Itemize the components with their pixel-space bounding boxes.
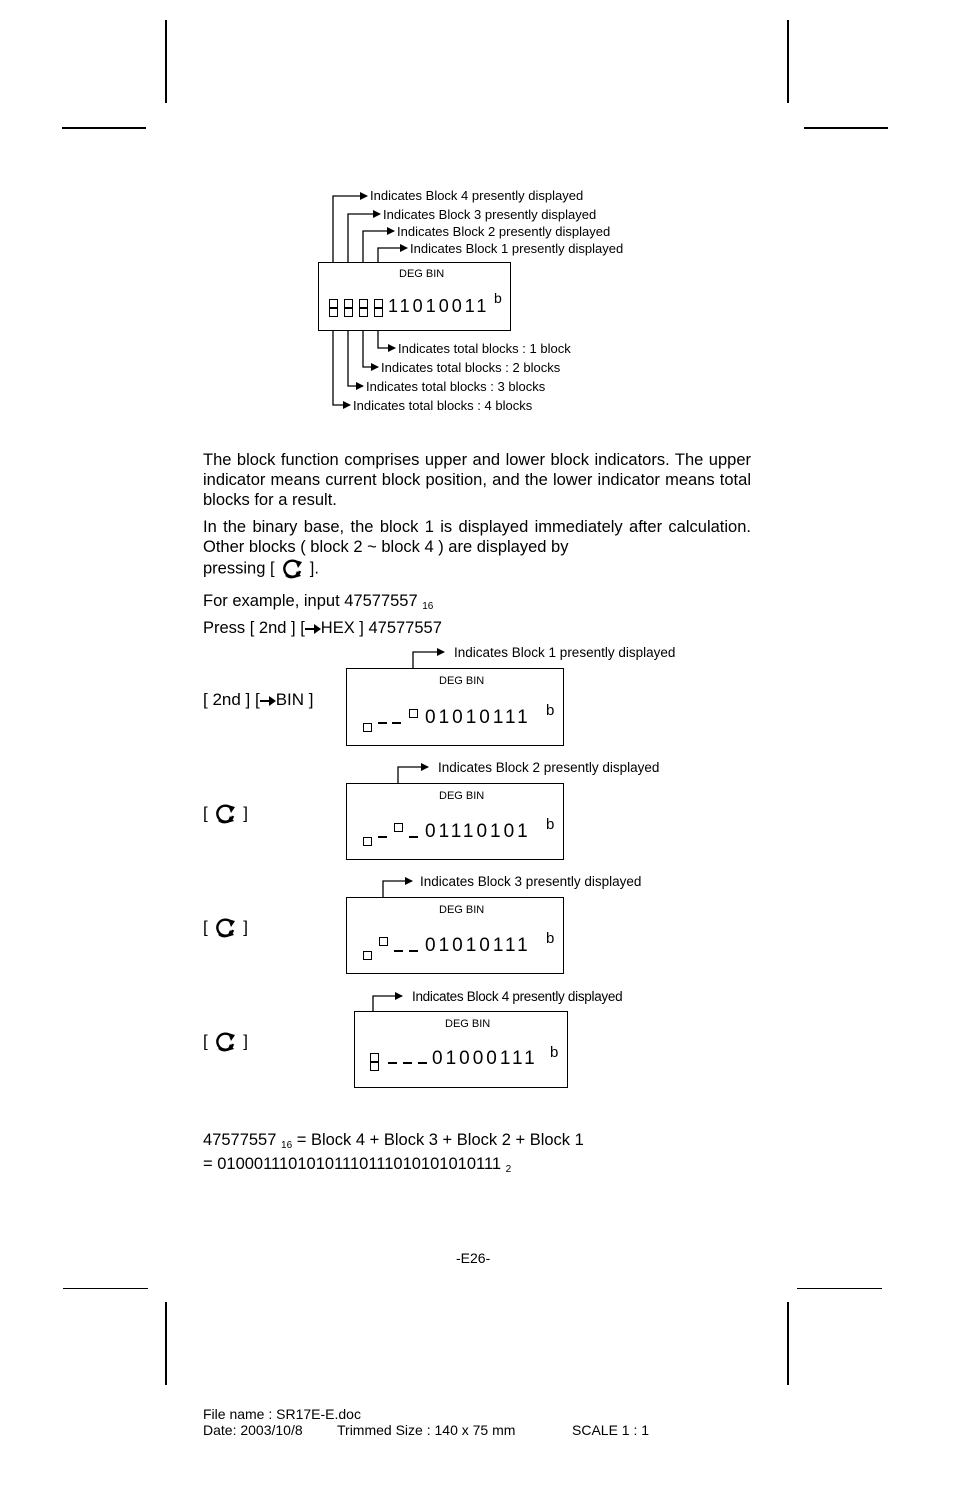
block-dash <box>403 1062 412 1064</box>
key-text-bin: BIN ] <box>275 690 314 709</box>
lcd-indicator: DEG BIN <box>445 1018 491 1030</box>
lcd-display-step-2 <box>346 783 564 860</box>
lower-block-indicator <box>363 837 372 846</box>
lcd-digits: 01000111 <box>432 1048 538 1069</box>
summary-subscript: 16 <box>281 1140 293 1151</box>
press-text-hex: HEX ] 47577557 <box>320 619 442 637</box>
upper-block-indicator <box>394 823 403 832</box>
footer-scale: SCALE 1 : 1 <box>572 1422 650 1438</box>
lower-label-3-blocks: Indicates total blocks : 3 blocks <box>366 379 546 394</box>
summary-line-1 <box>203 1131 584 1151</box>
pressing-text-end: ]. <box>309 559 319 578</box>
step-label: Indicates Block 1 presently displayed <box>454 645 676 660</box>
lower-block-indicator <box>370 1062 379 1071</box>
summary-line-2 <box>203 1155 511 1175</box>
lcd-display-step-3 <box>346 897 564 974</box>
key-sequence <box>203 690 314 710</box>
summary-equation: = Block 4 + Block 3 + Block 2 + Block 1 <box>296 1131 584 1149</box>
summary-binary-subscript: 2 <box>505 1164 512 1175</box>
step-label: Indicates Block 3 presently displayed <box>420 874 642 889</box>
pressing-text: pressing [ <box>203 559 275 578</box>
lcd-digits: 01010111 <box>425 707 531 728</box>
summary-number: 47577557 <box>203 1131 277 1149</box>
key-sequence <box>203 1031 248 1053</box>
upper-label-block-4: Indicates Block 4 presently displayed <box>370 188 584 203</box>
block-dash <box>378 836 387 838</box>
block-dash <box>378 722 387 724</box>
lower-label-4-blocks: Indicates total blocks : 4 blocks <box>353 398 533 413</box>
lcd-digits: 01010111 <box>425 935 531 956</box>
lcd-display-step-1 <box>346 668 564 746</box>
upper-block-indicator <box>409 709 418 718</box>
block-dash <box>409 836 418 838</box>
lower-block-indicator <box>363 723 372 732</box>
cycle-icon <box>212 1031 238 1053</box>
lcd-base-indicator: b <box>546 930 555 947</box>
page-number: -E26- <box>456 1250 491 1266</box>
lcd-base-indicator: b <box>546 702 555 719</box>
lcd-indicator: DEG BIN <box>439 790 485 802</box>
upper-block-indicator <box>370 1053 379 1062</box>
block-dash <box>418 1062 427 1064</box>
lcd-base-indicator: b <box>494 290 502 306</box>
upper-label-block-3: Indicates Block 3 presently displayed <box>383 207 597 222</box>
lcd-digits: 01110101 <box>425 821 531 842</box>
key-sequence <box>203 803 248 825</box>
footer-trimmed-size: Trimmed Size : 140 x 75 mm <box>337 1422 516 1438</box>
lcd-indicator: DEG BIN <box>439 904 485 916</box>
upper-label-block-1: Indicates Block 1 presently displayed <box>410 241 624 256</box>
block-dash <box>394 950 403 952</box>
summary-binary: = 01000111010101110111010101010111 <box>203 1155 502 1173</box>
cycle-icon <box>212 917 238 939</box>
key-text-end: ] <box>243 1031 248 1051</box>
lower-block-indicator <box>363 951 372 960</box>
block-dash <box>409 950 418 952</box>
lcd-base-indicator: b <box>550 1044 559 1061</box>
cycle-icon <box>212 803 238 825</box>
press-text: Press [ 2nd ] [ <box>203 619 305 637</box>
lcd-display-step-4 <box>354 1011 568 1088</box>
step-label: Indicates Block 2 presently displayed <box>438 760 660 775</box>
lcd-indicator: DEG BIN <box>399 268 445 280</box>
key-text: [ <box>203 1031 208 1051</box>
key-text: [ 2nd ] [ <box>203 690 260 709</box>
example-text: For example, input 47577557 <box>203 592 418 610</box>
paragraph-binary-base: In the binary base, the block 1 is displayed immediately after calculation. Other blocks ( block 2 ~ block 4 ) are displayed by <box>203 518 751 556</box>
arrow-icon <box>260 695 276 707</box>
footer-date: Date: 2003/10/8 <box>203 1422 303 1438</box>
block-dash <box>392 722 401 724</box>
lcd-base-indicator: b <box>546 816 555 833</box>
upper-label-block-2: Indicates Block 2 presently displayed <box>397 224 611 239</box>
key-text: [ <box>203 803 208 823</box>
lcd-digits: 11010011 <box>388 296 490 316</box>
key-text: [ <box>203 917 208 937</box>
footer-file-name: File name : SR17E-E.doc <box>203 1406 361 1422</box>
key-sequence <box>203 917 248 939</box>
paragraph-block-function: The block function comprises upper and lower block indicators. The upper indicator means current block position, and the lower indicator means total blocks for a result. <box>203 451 751 509</box>
block-dash <box>388 1062 397 1064</box>
upper-block-indicator <box>379 937 388 946</box>
lcd-indicator: DEG BIN <box>439 675 485 687</box>
lower-label-2-blocks: Indicates total blocks : 2 blocks <box>381 360 561 375</box>
key-text-end: ] <box>243 917 248 937</box>
key-text-end: ] <box>243 803 248 823</box>
step-label: Indicates Block 4 presently displayed <box>412 989 623 1004</box>
lower-label-1-block: Indicates total blocks : 1 block <box>398 341 571 356</box>
example-subscript: 16 <box>422 601 434 612</box>
